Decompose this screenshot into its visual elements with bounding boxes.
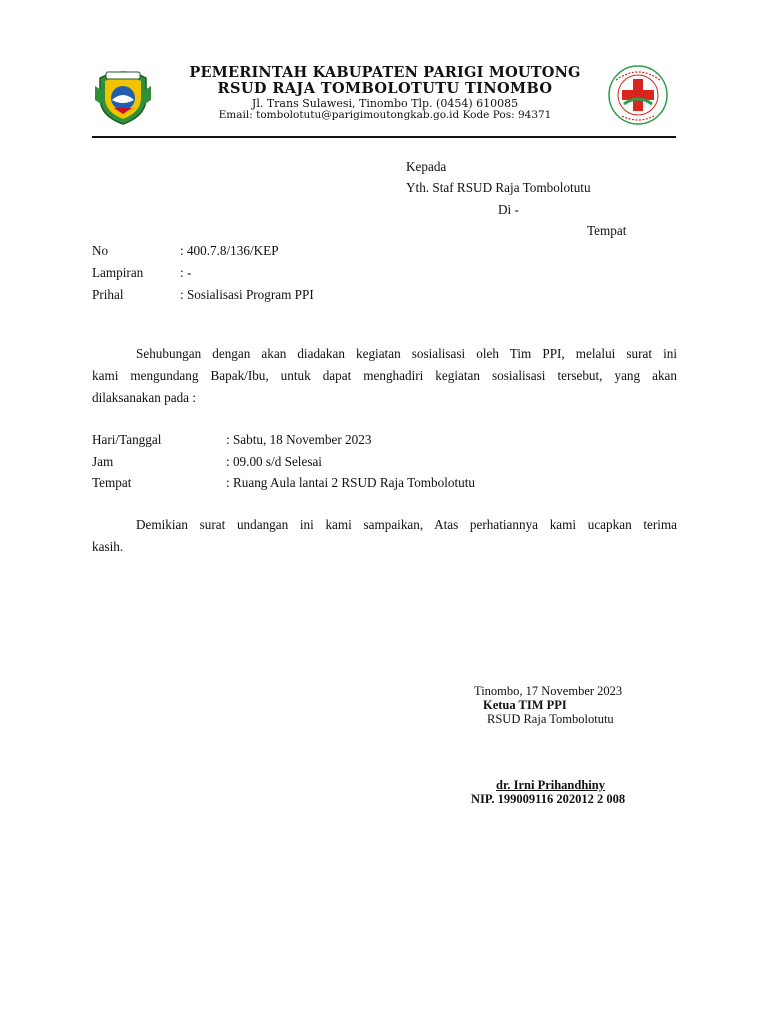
letterhead-email: Email: tombolotutu@parigimoutongkab.go.id Kode Pos: 94371 xyxy=(218,109,552,121)
meta-value-no: : 400.7.8/136/KEP xyxy=(180,243,279,258)
event-label-date: Hari/Tanggal xyxy=(92,432,162,447)
letterhead-government-line: PEMERINTAH KABUPATEN PARIGI MOUTONG xyxy=(189,64,581,81)
signatory-nip: NIP. 199009116 202012 2 008 xyxy=(471,792,626,806)
event-value-time: : 09.00 s/d Selesai xyxy=(226,454,322,469)
recipient-kepada: Kepada xyxy=(406,159,447,174)
meta-label-prihal: Prihal xyxy=(92,287,124,302)
closing-line-1: Demikian surat undangan ini kami sampaikan, Atas perhatiannya kami ucapkan terima xyxy=(136,517,677,532)
letterhead-divider xyxy=(92,136,676,138)
signature-title: Ketua TIM PPI xyxy=(483,698,567,712)
opening-line-2: kami mengundang Bapak/Ibu, untuk dapat menghadiri kegiatan sosialisasi tersebut, yang akan xyxy=(92,368,677,383)
event-label-time: Jam xyxy=(92,454,114,469)
signatory-name: dr. Irni Prihandhiny xyxy=(496,778,605,792)
opening-line-1: Sehubungan dengan akan diadakan kegiatan sosialisasi oleh Tim PPI, melalui surat ini xyxy=(136,346,677,361)
letterhead-hospital-name: RSUD RAJA TOMBOLOTUTU TINOMBO xyxy=(217,80,553,97)
closing-line-2: kasih. xyxy=(92,539,124,554)
meta-value-prihal: : Sosialisasi Program PPI xyxy=(180,287,314,302)
recipient-yth: Yth. Staf RSUD Raja Tombolotutu xyxy=(406,180,591,195)
event-label-place: Tempat xyxy=(92,475,132,490)
closing-paragraph xyxy=(92,514,677,558)
event-value-place: : Ruang Aula lantai 2 RSUD Raja Tombolotutu xyxy=(226,475,476,490)
opening-paragraph xyxy=(92,343,677,409)
meta-label-no: No xyxy=(92,243,109,258)
recipient-di: Di - xyxy=(498,202,519,217)
meta-value-lampiran: : - xyxy=(180,265,192,280)
recipient-tempat: Tempat xyxy=(587,223,627,238)
signature-place-date: Tinombo, 17 November 2023 xyxy=(474,684,623,698)
regency-emblem-logo xyxy=(92,64,154,126)
letterhead-address: Jl. Trans Sulawesi, Tinombo Tlp. (0454) 610085 xyxy=(251,97,519,110)
signature-organization: RSUD Raja Tombolotutu xyxy=(487,712,614,726)
meta-label-lampiran: Lampiran xyxy=(92,265,144,280)
opening-line-3: dilaksanakan pada : xyxy=(92,390,196,405)
event-value-date: : Sabtu, 18 November 2023 xyxy=(226,432,372,447)
